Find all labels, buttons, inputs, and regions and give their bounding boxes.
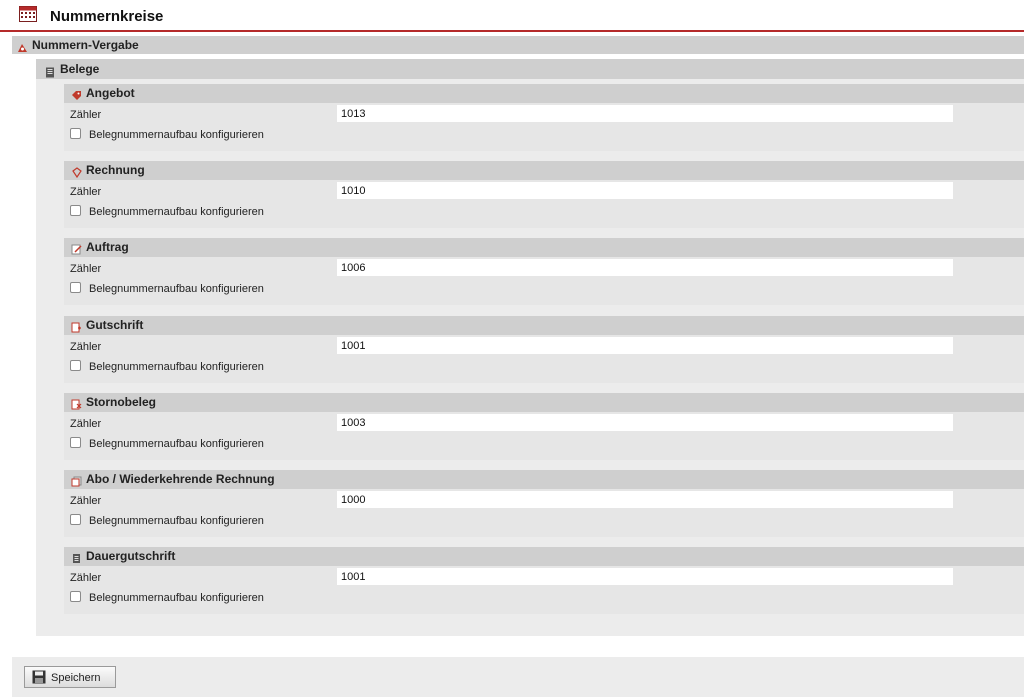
- configure-checkbox[interactable]: [70, 360, 81, 371]
- counter-input[interactable]: [337, 259, 953, 276]
- group-title: Stornobeleg: [86, 395, 157, 409]
- offer-tag-icon: [71, 88, 82, 99]
- group-title: Angebot: [86, 86, 135, 100]
- section-title: Nummern-Vergabe: [32, 38, 139, 52]
- configure-checkbox-label[interactable]: Belegnummernaufbau konfigurieren: [89, 283, 264, 295]
- group-abo: [64, 470, 1024, 537]
- group-title: Rechnung: [86, 163, 145, 177]
- counter-label: Zähler: [70, 186, 102, 198]
- group-header[interactable]: [64, 316, 1024, 335]
- recurring-credit-icon: [71, 551, 82, 562]
- group-title: Dauergutschrift: [86, 549, 176, 563]
- configure-checkbox-label[interactable]: Belegnummernaufbau konfigurieren: [89, 361, 264, 373]
- page-title: Nummernkreise: [50, 8, 164, 25]
- group-title: Gutschrift: [86, 318, 144, 332]
- counter-input[interactable]: [337, 182, 953, 199]
- counter-label: Zähler: [70, 263, 102, 275]
- order-icon: [71, 242, 82, 253]
- belege-title: Belege: [60, 62, 100, 76]
- group-angebot: [64, 84, 1024, 151]
- calendar-grid-icon: [19, 6, 37, 22]
- group-auftrag: [64, 238, 1024, 305]
- counter-input[interactable]: [337, 568, 953, 585]
- cancellation-icon: [71, 397, 82, 408]
- document-stack-icon: [45, 64, 55, 75]
- credit-note-icon: [71, 320, 82, 331]
- group-header[interactable]: [64, 393, 1024, 412]
- invoice-icon: [71, 165, 82, 176]
- configure-checkbox[interactable]: [70, 128, 81, 139]
- group-rechnung: [64, 161, 1024, 228]
- group-title: Auftrag: [86, 240, 129, 254]
- configure-checkbox[interactable]: [70, 205, 81, 216]
- group-header[interactable]: [64, 84, 1024, 103]
- counter-label: Zähler: [70, 495, 102, 507]
- configure-checkbox[interactable]: [70, 514, 81, 525]
- group-header[interactable]: [64, 470, 1024, 489]
- counter-input[interactable]: [337, 491, 953, 508]
- save-button-label: Speichern: [51, 672, 101, 684]
- group-stornobeleg: [64, 393, 1024, 460]
- configure-checkbox-label[interactable]: Belegnummernaufbau konfigurieren: [89, 592, 264, 604]
- configure-checkbox-label[interactable]: Belegnummernaufbau konfigurieren: [89, 129, 264, 141]
- group-title: Abo / Wiederkehrende Rechnung: [86, 472, 275, 486]
- group-header[interactable]: [64, 547, 1024, 566]
- page-header: [0, 0, 1024, 32]
- group-dauergutschrift: [64, 547, 1024, 614]
- save-button[interactable]: [24, 666, 116, 688]
- group-gutschrift: [64, 316, 1024, 383]
- counter-label: Zähler: [70, 109, 102, 121]
- counter-input[interactable]: [337, 414, 953, 431]
- group-header[interactable]: [64, 238, 1024, 257]
- section-header-nummern-vergabe[interactable]: [12, 36, 1024, 54]
- configure-checkbox-label[interactable]: Belegnummernaufbau konfigurieren: [89, 206, 264, 218]
- configure-checkbox-label[interactable]: Belegnummernaufbau konfigurieren: [89, 438, 264, 450]
- counter-label: Zähler: [70, 572, 102, 584]
- configure-checkbox[interactable]: [70, 437, 81, 448]
- recurring-invoice-icon: [71, 474, 82, 485]
- configure-checkbox-label[interactable]: Belegnummernaufbau konfigurieren: [89, 515, 264, 527]
- configure-checkbox[interactable]: [70, 591, 81, 602]
- configure-checkbox[interactable]: [70, 282, 81, 293]
- numbering-icon: [17, 40, 28, 50]
- counter-label: Zähler: [70, 418, 102, 430]
- counter-input[interactable]: [337, 105, 953, 122]
- group-header[interactable]: [64, 161, 1024, 180]
- counter-input[interactable]: [337, 337, 953, 354]
- belege-header[interactable]: [36, 59, 1024, 79]
- counter-label: Zähler: [70, 341, 102, 353]
- action-bar: [12, 657, 1024, 697]
- floppy-disk-icon: [32, 670, 46, 684]
